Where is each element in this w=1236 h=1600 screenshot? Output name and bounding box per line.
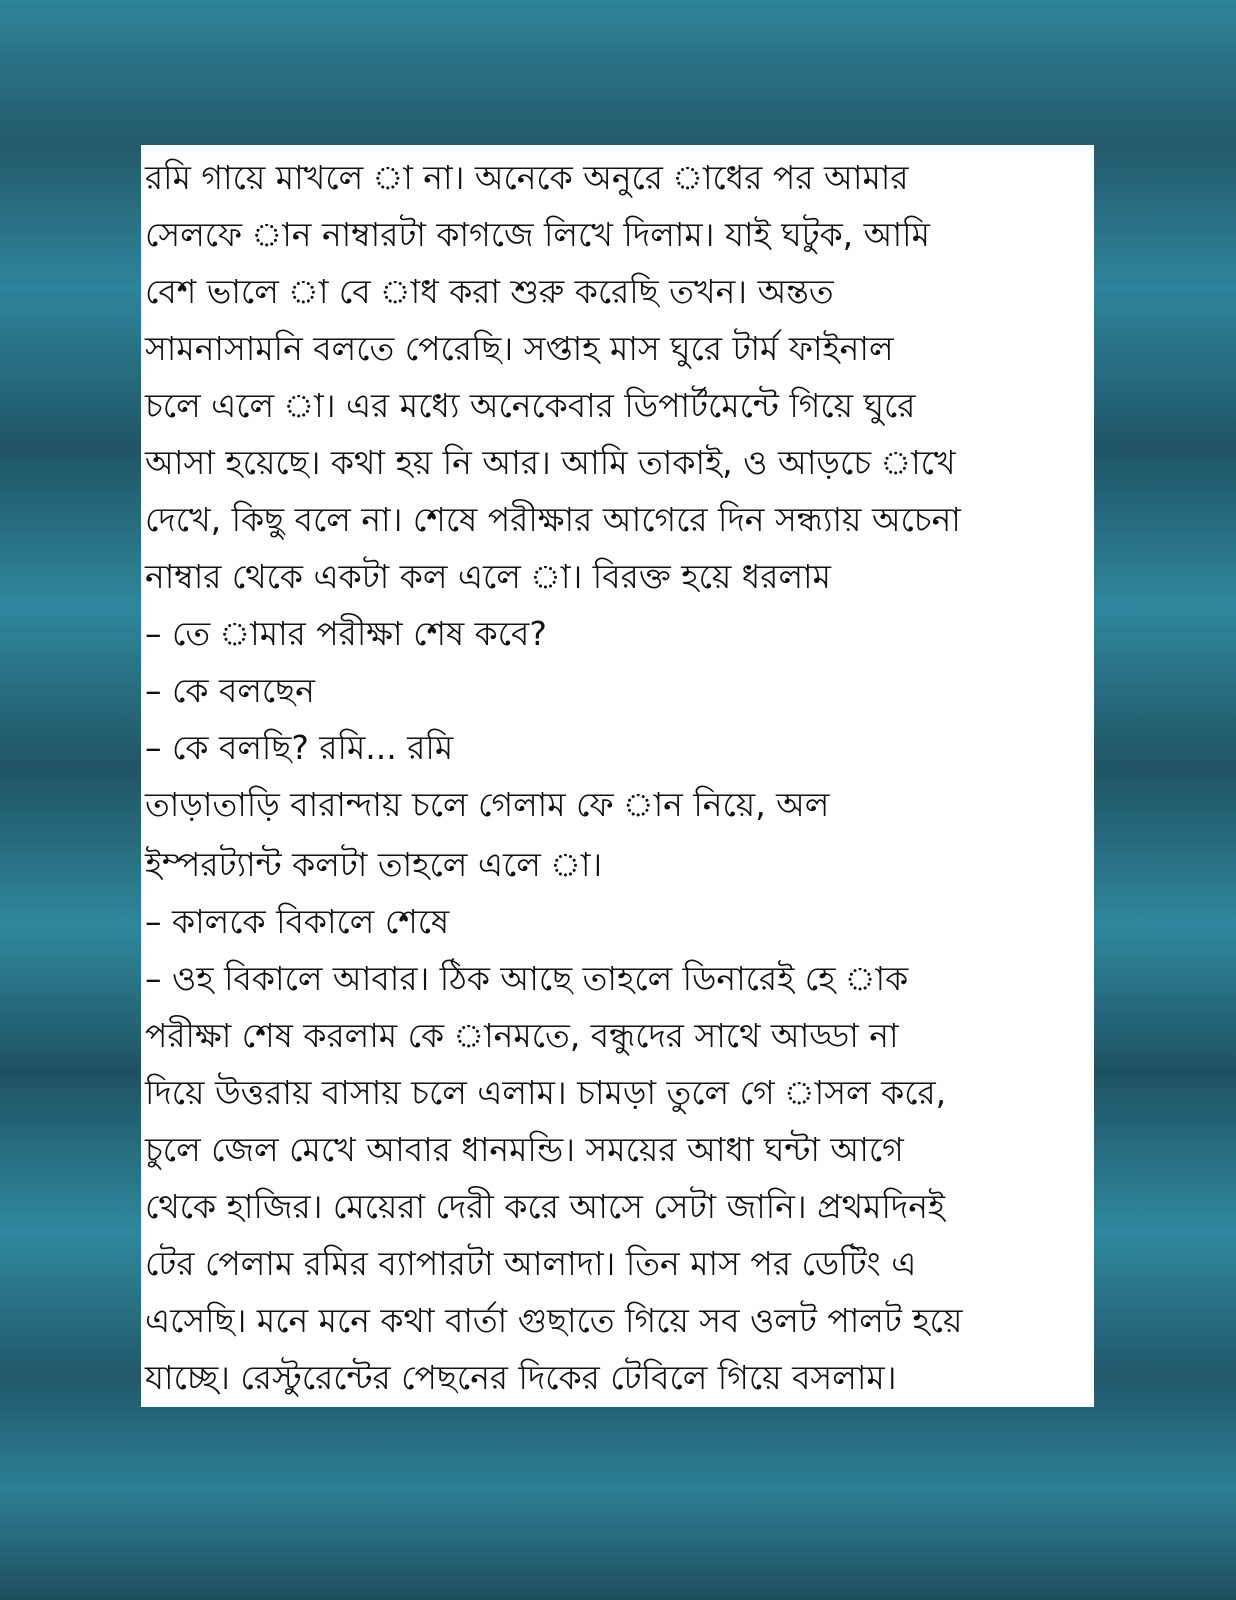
text-line-7: দেখে, কিছু বলে না। শেষে পরীক্ষার আগেরে দিন সন্ধ্যায় অচেনা [145,500,961,539]
dialogue-line-3: – কে বলছি? রমি... রমি [145,728,454,767]
dialogue-line-1: – তে ামার পরীক্ষা শেষ কবে? [145,614,547,653]
story-text [145,149,1093,1406]
text-line-8: নাম্বার থেকে একটা কল এলে া। বিরক্ত হয়ে ধরলাম [145,557,831,596]
text-line-1: রমি গায়ে মাখলে া না। অনেকে অনুরে াধের পর আমার [145,158,909,197]
text-line-16: পরীক্ষা শেষ করলাম কে ানমতে, বন্ধুদের সাথে আড্ডা না [145,1016,899,1055]
dialogue-line-5: – ওহ বিকালে আবার। ঠিক আছে তাহলে ডিনারেই হে াক [145,959,909,998]
text-line-12: তাড়াতাড়ি বারান্দায় চলে গেলাম ফে ান নিয়ে, অল [145,785,830,824]
text-line-17: দিয়ে উত্তরায় বাসায় চলে এলাম। চামড়া তুলে গে াসল করে, [145,1073,947,1112]
text-line-2: সেলফে ান নাম্বারটা কাগজে লিখে দিলাম। যাই ঘটুক, আমি [145,215,930,254]
text-line-19: থেকে হাজির। মেয়েরা দেরী করে আসে সেটা জানি। প্রথমদিনই [145,1187,946,1226]
text-line-4: সামনাসামনি বলতে পেরেছি। সপ্তাহ মাস ঘুরে টার্ম ফাইনাল [145,329,894,368]
text-line-13: ইম্পরট্যান্ট কলটা তাহলে এলে া। [145,845,603,884]
text-line-18: চুলে জেল মেখে আবার ধানমন্ডি। সময়ের আধা ঘন্টা আগে [145,1130,904,1169]
text-line-22: যাচ্ছে। রেস্টুরেন্টের পেছনের দিকের টেবিলে গিয়ে বসলাম। [145,1358,897,1397]
dialogue-line-2: – কে বলছেন [145,671,315,710]
dialogue-line-4: – কালকে বিকালে শেষে [145,902,450,941]
text-line-20: টের পেলাম রমির ব্যাপারটা আলাদা। তিন মাস পর ডেটিং এ [145,1244,917,1283]
text-line-21: এসেছি। মনে মনে কথা বার্তা গুছাতে গিয়ে সব ওলট পালট হয়ে [145,1301,963,1340]
text-line-3: বেশ ভালে া বে াধ করা শুরু করেছি তখন। অন্তত [145,272,834,311]
text-line-5: চলে এলে া। এর মধ্যে অনেকেবার ডিপার্টমেন্টে গিয়ে ঘুরে [145,386,916,425]
document-page [141,145,1094,1407]
text-line-6: আসা হয়েছে। কথা হয় নি আর। আমি তাকাই, ও আড়চে াখে [145,443,956,482]
